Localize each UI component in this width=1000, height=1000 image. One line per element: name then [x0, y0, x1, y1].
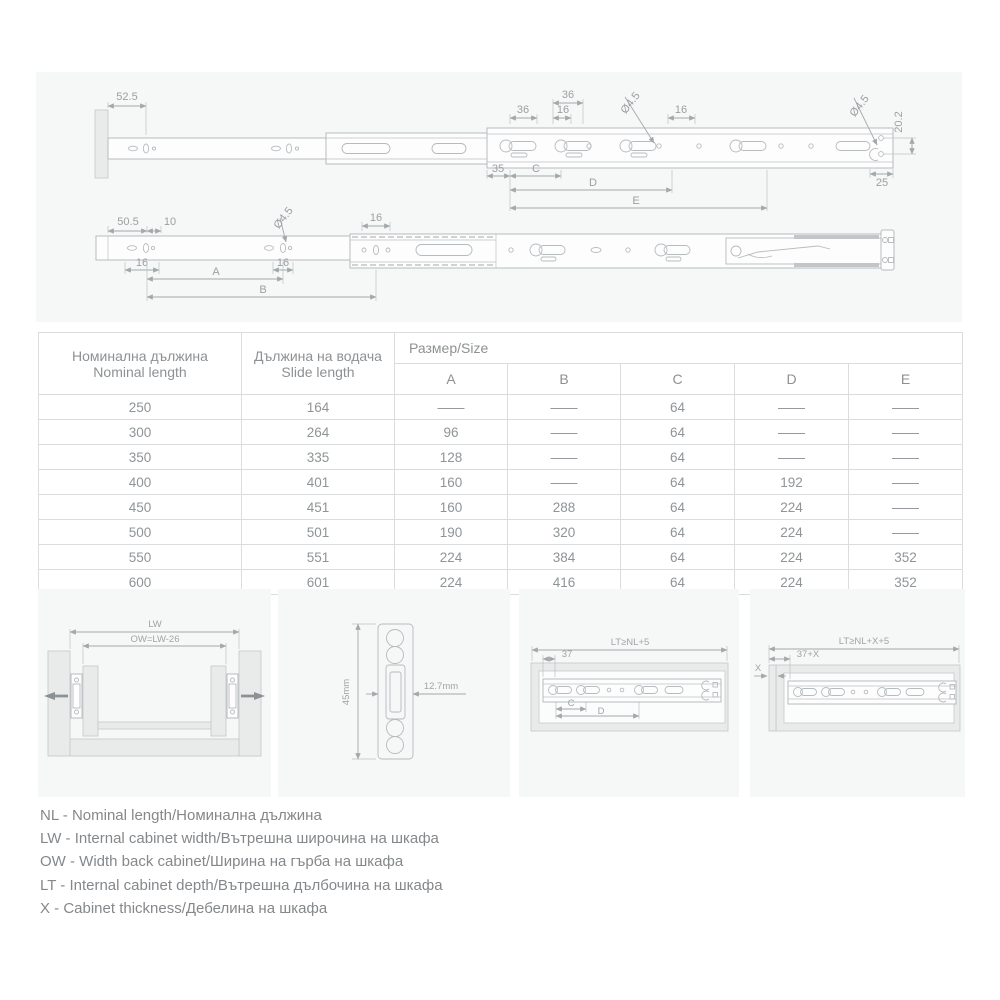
header-nominal-en: Nominal length [93, 363, 187, 380]
dim-label-35: 35 [491, 163, 505, 175]
cabinet-mount-panel [519, 589, 739, 797]
table-cell: 450 [39, 495, 242, 520]
legend-item-nl: NL - Nominal length/Номинална дължина [40, 807, 322, 824]
table-cell: —— [508, 395, 621, 420]
table-cell: —— [849, 445, 963, 470]
table-cell: 192 [735, 470, 849, 495]
dim-label-10: 10 [163, 216, 177, 228]
table-cell: 264 [242, 420, 395, 445]
dim-label-16c: 16 [369, 212, 383, 224]
table-row [39, 520, 963, 545]
col-header-slide-length [242, 333, 395, 395]
table-cell: —— [508, 420, 621, 445]
table-cell: 350 [39, 445, 242, 470]
dim-label-37x: 37+X [796, 649, 820, 660]
table-cell: —— [849, 520, 963, 545]
dim-label-16b: 16 [674, 104, 688, 116]
dim-label-lt: LT≥NL+5 [610, 637, 650, 648]
table-cell: 64 [621, 570, 735, 595]
table-cell: 160 [395, 495, 508, 520]
table-cell: —— [395, 395, 508, 420]
table-cell: 501 [242, 520, 395, 545]
table-cell: 384 [508, 545, 621, 570]
dim-label-20-2: 20.2 [893, 111, 905, 133]
cabinet-mount-diagram [519, 589, 739, 797]
cabinet-side-right [239, 651, 261, 756]
dim-label-a: A [212, 266, 220, 278]
dim-label-panel-c: C [567, 698, 575, 709]
table-cell: 96 [395, 420, 508, 445]
dim-label-d: D [589, 177, 597, 189]
header-nominal-bg: Номинална дължина [72, 347, 208, 364]
col-header-a: A [395, 364, 508, 395]
dim-label-36b: 36 [561, 89, 575, 101]
legend [40, 804, 443, 920]
front-panel-x [769, 665, 776, 731]
table-cell: 352 [849, 545, 963, 570]
table-cell: 401 [242, 470, 395, 495]
table-cell: 352 [849, 570, 963, 595]
dim-label-x: X [754, 663, 762, 674]
table-row [39, 470, 963, 495]
dimension-spec-table [38, 332, 963, 595]
table-cell: —— [508, 470, 621, 495]
dim-label-36a: 36 [516, 104, 530, 116]
dim-label-16d: 16 [135, 257, 149, 269]
table-cell: 288 [508, 495, 621, 520]
cabinet-bottom [70, 739, 239, 756]
dim-label-dia-a: Ø4.5 [618, 90, 643, 117]
cabinet-front-mount-panel [750, 589, 965, 797]
technical-drawings-panel [36, 72, 962, 322]
col-header-e: E [849, 364, 963, 395]
table-cell: 64 [621, 545, 735, 570]
col-header-d: D [735, 364, 849, 395]
table-cell: 64 [621, 420, 735, 445]
dim-label-dia-c: Ø4.5 [271, 205, 296, 232]
table-cell: 224 [395, 545, 508, 570]
table-cell: 335 [242, 445, 395, 470]
drawer-bottom [98, 722, 211, 729]
dim-label-25: 25 [875, 177, 889, 189]
rear-bracket [881, 230, 894, 270]
table-cell: 601 [242, 570, 395, 595]
mounted-slide [788, 681, 956, 704]
dim-label-lw: LW [148, 619, 162, 630]
legend-item-ow: OW - Width back cabinet/Ширина на гърба на шкафа [40, 853, 404, 871]
slide-dimension-drawing [36, 72, 962, 322]
table-cell: —— [735, 420, 849, 445]
table-cell: 64 [621, 395, 735, 420]
table-cell: 64 [621, 495, 735, 520]
dim-label-panel-d: D [597, 706, 605, 717]
table-cell: 224 [735, 545, 849, 570]
dim-label-16a: 16 [556, 104, 570, 116]
legend-item-lw: LW - Internal cabinet width/Вътрешна широчина на шкафа [40, 830, 439, 848]
dim-label-37: 37 [561, 649, 573, 660]
dim-label-e: E [632, 195, 640, 207]
drawer-side-left [83, 666, 98, 736]
drawer-side-right [211, 666, 226, 736]
table-cell: 224 [735, 520, 849, 545]
legend-item-lt: LT - Internal cabinet depth/Вътрешна дълбочина на шкафа [40, 876, 443, 894]
table-cell: 160 [395, 470, 508, 495]
table-cell: 600 [39, 570, 242, 595]
dim-label-52-5: 52.5 [116, 91, 138, 103]
table-cell: 224 [735, 570, 849, 595]
table-cell: 500 [39, 520, 242, 545]
table-cell: 128 [395, 445, 508, 470]
dim-label-dia-b: Ø4.5 [847, 93, 872, 120]
table-cell: 64 [621, 520, 735, 545]
dim-label-b: B [259, 284, 267, 296]
col-header-b: B [508, 364, 621, 395]
cabinet-front-mount-diagram [750, 589, 965, 797]
table-cell: 300 [39, 420, 242, 445]
table-row [39, 495, 963, 520]
table-cell: 64 [621, 445, 735, 470]
profile-outline [378, 624, 413, 759]
table-cell: 190 [395, 520, 508, 545]
table-cell: 551 [242, 545, 395, 570]
table-row [39, 420, 963, 445]
table-cell: —— [508, 445, 621, 470]
table-cell: —— [849, 470, 963, 495]
table-cell: —— [735, 395, 849, 420]
dim-label-45mm: 45mm [341, 678, 352, 706]
legend-item-x: X - Cabinet thickness/Дебелина на шкафа [40, 899, 328, 917]
table-cell: 320 [508, 520, 621, 545]
lower-slide-drawing [96, 205, 894, 301]
table-row [39, 395, 963, 420]
table-cell: 400 [39, 470, 242, 495]
table-cell: 164 [242, 395, 395, 420]
drawer-cross-section-panel [38, 589, 271, 797]
col-header-nominal-length [39, 333, 242, 395]
dim-label-12-7mm: 12.7mm [423, 681, 459, 692]
table-cell: 416 [508, 570, 621, 595]
table-cell: —— [849, 495, 963, 520]
header-slide-en: Slide length [281, 363, 355, 380]
dim-label-16e: 16 [276, 257, 290, 269]
dim-label-50-5: 50.5 [117, 216, 139, 228]
table-cell: —— [735, 445, 849, 470]
slide-profile-diagram [278, 589, 510, 797]
table-cell: 550 [39, 545, 242, 570]
table-cell: 250 [39, 395, 242, 420]
table-cell: 224 [395, 570, 508, 595]
dim-label-ow: OW=LW-26 [130, 634, 180, 645]
table-cell: —— [849, 420, 963, 445]
table-cell: 224 [735, 495, 849, 520]
table-row [39, 545, 963, 570]
dim-label-lt-x: LT≥NL+X+5 [838, 636, 890, 647]
table-cell: —— [849, 395, 963, 420]
table-cell: 451 [242, 495, 395, 520]
slide-profile-panel [278, 589, 510, 797]
table-row [39, 445, 963, 470]
upper-slide-drawing [95, 89, 916, 211]
drawer-cross-section-diagram [38, 589, 271, 797]
cabinet-side-left [48, 651, 70, 756]
col-header-size: Размер/Size [395, 333, 963, 364]
header-slide-bg: Дължина на водача [254, 347, 382, 364]
dim-label-c: C [532, 163, 540, 175]
table-cell: 64 [621, 470, 735, 495]
col-header-c: C [621, 364, 735, 395]
